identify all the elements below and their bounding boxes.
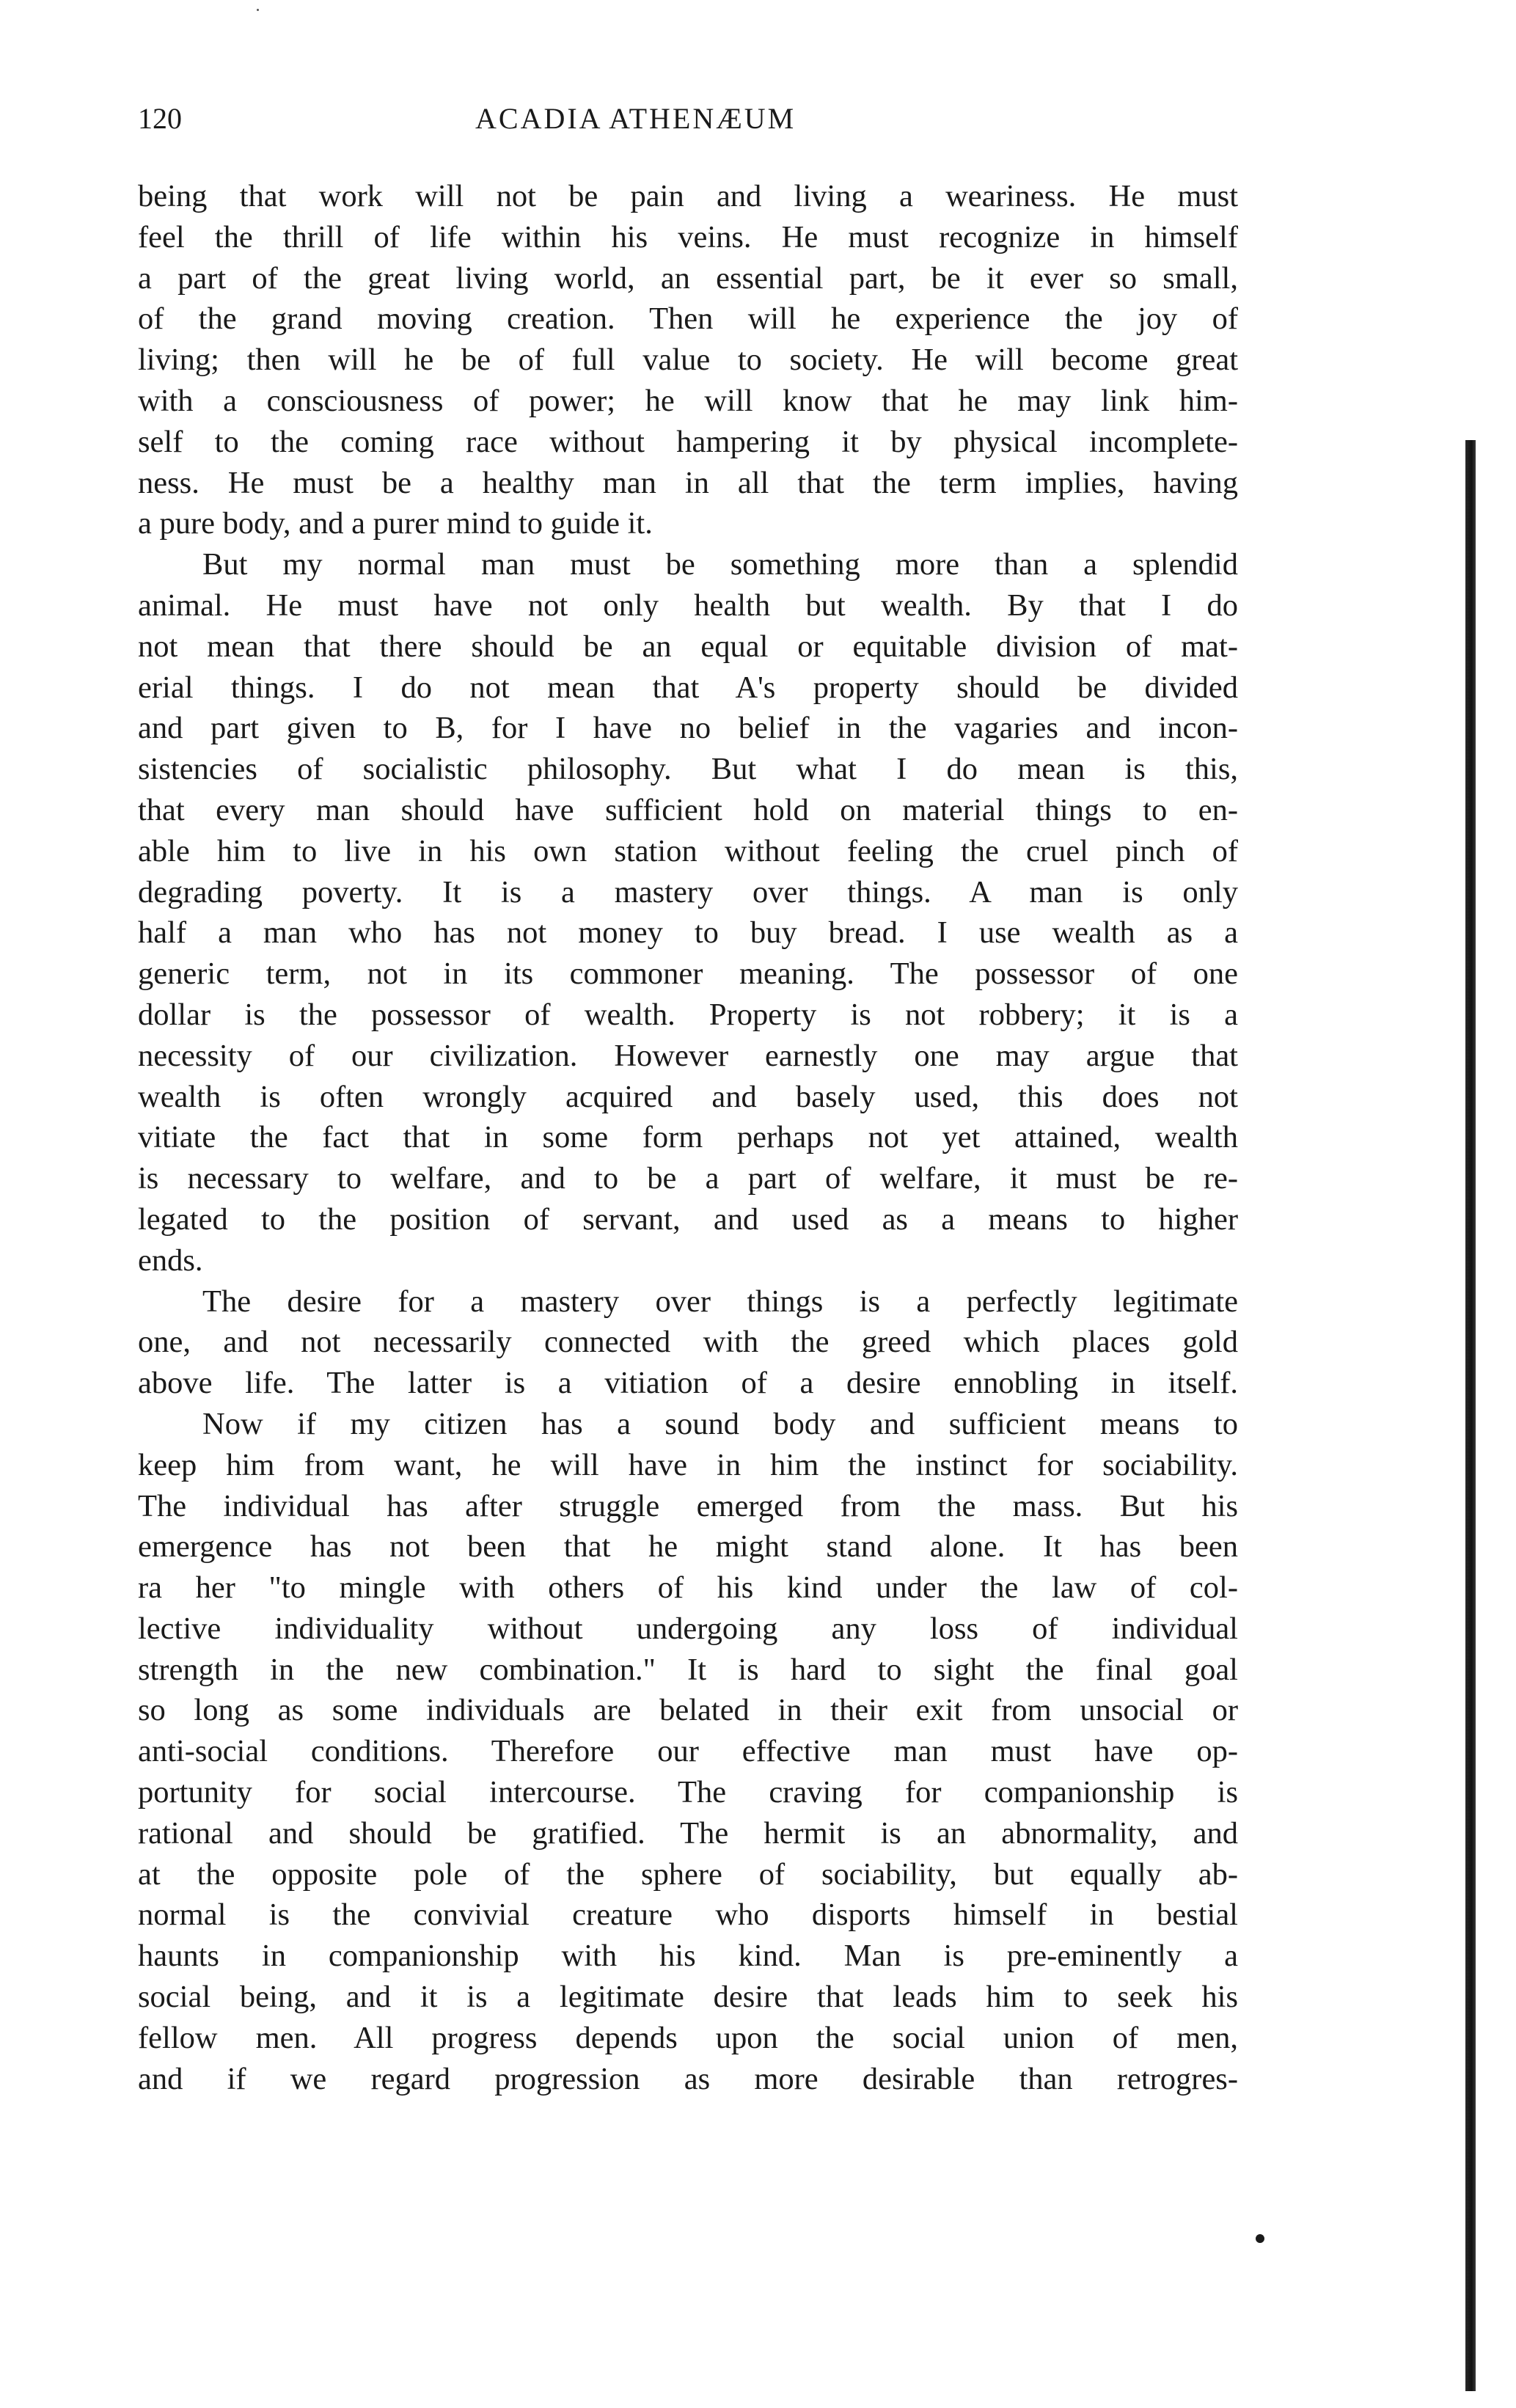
- text-line: fellow men. All progress depends upon the social union of men,: [138, 2020, 1238, 2055]
- text-line: vitiate the fact that in some form perhaps not yet attained, wealth: [138, 1120, 1238, 1155]
- text-line: sistencies of socialistic philosophy. But what I do mean is this,: [138, 752, 1238, 787]
- journal-title: ACADIA ATHENÆUM: [475, 102, 797, 135]
- text-line: emergence has not been that he might stand alone. It has been: [138, 1529, 1238, 1565]
- scan-speck: [1256, 2234, 1264, 2243]
- scan-edge-bar: [1465, 440, 1476, 2391]
- text-line: But my normal man must be something more than a splendid: [202, 547, 1238, 582]
- text-line: ness. He must be a healthy man in all that the term implies, having: [138, 465, 1238, 500]
- text-line: able him to live in his own station without feeling the cruel pinch of: [138, 833, 1238, 868]
- body-text: [138, 176, 1238, 2099]
- text-line: animal. He must have not only health but wealth. By that I do: [138, 588, 1238, 623]
- text-line: wealth is often wrongly acquired and basely used, this does not: [138, 1079, 1238, 1114]
- text-line: legated to the position of servant, and used as a means to higher: [138, 1201, 1238, 1237]
- text-line: ends.: [138, 1243, 203, 1278]
- running-head: [138, 97, 1245, 141]
- page-number: 120: [138, 102, 182, 135]
- text-line: strength in the new combination." It is hard to sight the final goal: [138, 1652, 1238, 1687]
- text-line: Now if my citizen has a sound body and sufficient means to: [202, 1406, 1238, 1441]
- text-line: normal is the convivial creature who disports himself in bestial: [138, 1898, 1238, 1933]
- text-line: with a consciousness of power; he will know that he may link him-: [138, 383, 1238, 418]
- text-line: being that work will not be pain and living a weariness. He must: [138, 179, 1238, 213]
- text-line: so long as some individuals are belated in their exit from unsocial or: [138, 1693, 1238, 1728]
- text-line: keep him from want, he will have in him the instinct for sociability.: [138, 1447, 1238, 1482]
- text-line: and if we regard progression as more desirable than retrogres-: [138, 2061, 1238, 2096]
- text-line: degrading poverty. It is a mastery over things. A man is only: [138, 874, 1238, 910]
- text-line: and part given to B, for I have no belief in the vagaries and incon-: [138, 711, 1238, 746]
- text-line: half a man who has not money to buy bread. I use wealth as a: [138, 915, 1238, 951]
- text-line: a part of the great living world, an essential part, be it ever so small,: [138, 260, 1238, 296]
- text-line: not mean that there should be an equal or equitable division of mat-: [138, 629, 1238, 664]
- text-line: feel the thrill of life within his veins. He must recognize in himself: [138, 219, 1238, 255]
- scan-speck: [257, 9, 259, 11]
- text-line: ra her "to mingle with others of his kind under the law of col-: [138, 1570, 1238, 1606]
- text-line: erial things. I do not mean that A's property should be divided: [138, 670, 1238, 705]
- text-line: haunts in companionship with his kind. Man is pre-eminently a: [138, 1939, 1238, 1974]
- text-line: lective individuality without undergoing any loss of individual: [138, 1611, 1238, 1646]
- text-line: social being, and it is a legitimate desire that leads him to seek his: [138, 1980, 1238, 2015]
- text-line: rational and should be gratified. The hermit is an abnormality, and: [138, 1815, 1238, 1851]
- text-line: at the opposite pole of the sphere of sociability, but equally ab-: [138, 1856, 1238, 1892]
- text-line: that every man should have sufficient hold on material things to en-: [138, 792, 1238, 827]
- text-line: anti-social conditions. Therefore our effective man must have op-: [138, 1734, 1238, 1769]
- text-line: a pure body, and a purer mind to guide it.: [138, 506, 653, 541]
- text-line: one, and not necessarily connected with the greed which places gold: [138, 1325, 1238, 1360]
- text-line: is necessary to welfare, and to be a part of welfare, it must be re-: [138, 1161, 1238, 1196]
- text-line: dollar is the possessor of wealth. Property is not robbery; it is a: [138, 997, 1238, 1032]
- text-line: self to the coming race without hampering it by physical incomplete-: [138, 424, 1238, 459]
- text-line: necessity of our civilization. However earnestly one may argue that: [138, 1038, 1238, 1073]
- text-line: living; then will he be of full value to society. He will become great: [138, 343, 1238, 378]
- text-line: The desire for a mastery over things is a perfectly legitimate: [202, 1284, 1238, 1319]
- text-line: generic term, not in its commoner meaning. The possessor of one: [138, 956, 1238, 992]
- text-line: The individual has after struggle emerged from the mass. But his: [138, 1488, 1238, 1523]
- text-line: above life. The latter is a vitiation of a desire ennobling in itself.: [138, 1366, 1238, 1401]
- text-line: of the grand moving creation. Then will he experience the joy of: [138, 301, 1238, 337]
- text-line: portunity for social intercourse. The craving for companionship is: [138, 1775, 1238, 1810]
